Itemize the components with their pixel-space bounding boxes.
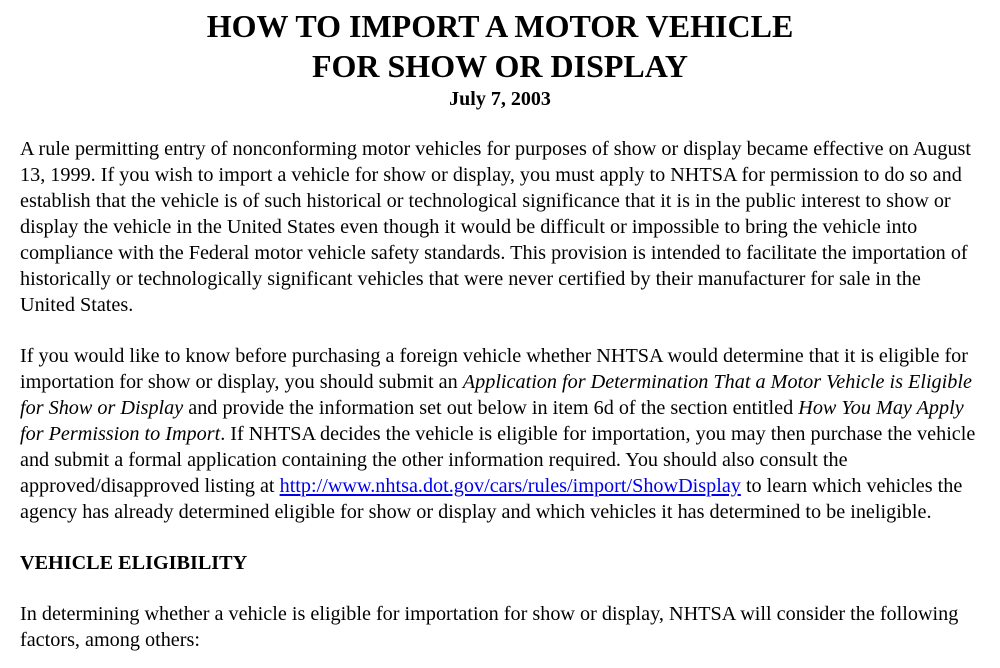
eligibility-inquiry-paragraph	[20, 343, 980, 525]
page-title	[20, 0, 980, 86]
section-heading-vehicle-eligibility: VEHICLE ELIGIBILITY	[20, 552, 248, 574]
section-title-reference: How You May Apply for Permission to Import	[20, 397, 964, 445]
paragraph-text: to learn which vehicles the agency has already determined eligible for show or display and which vehicles it has determined to be ineligible.	[20, 475, 963, 523]
title-line-2: FOR SHOW OR DISPLAY	[311, 48, 689, 84]
show-display-listing-link[interactable]: http://www.nhtsa.dot.gov/cars/rules/import/ShowDisplay	[279, 475, 741, 497]
paragraph-text: and provide the information set out below in item 6d of the section entitled	[183, 397, 799, 419]
paragraph-text: . If NHTSA decides the vehicle is eligible for importation, you may then purchase the vehicle and submit a formal application containing the other information required. You should also consult the approved/disapproved listing at	[20, 423, 976, 497]
application-title: Application for Determination That a Motor Vehicle is Eligible for Show or Display	[20, 371, 972, 419]
eligibility-factors-paragraph: In determining whether a vehicle is eligible for importation for show or display, NHTSA will consider the following factors, among others:	[20, 603, 959, 651]
title-line-1: HOW TO IMPORT A MOTOR VEHICLE	[206, 8, 794, 44]
document-date: July 7, 2003	[449, 88, 551, 110]
paragraph-text: If you would like to know before purchasing a foreign vehicle whether NHTSA would determine that it is eligible for importation for show or display, you should submit an	[20, 345, 969, 393]
intro-paragraph: A rule permitting entry of nonconforming motor vehicles for purposes of show or display became effective on August 13, 1999. If you wish to import a vehicle for show or display, you must apply to NHTSA for permission to do so and establish that the vehicle is of such historical or technological significance that it is in the public interest to show or display the vehicle in the United States even though it would be difficult or impossible to bring the vehicle into compliance with the Federal motor vehicle safety standards. This provision is intended to facilitate the importation of historically or technologically significant vehicles that were never certified by their manufacturer for sale in the United States.	[20, 138, 972, 316]
